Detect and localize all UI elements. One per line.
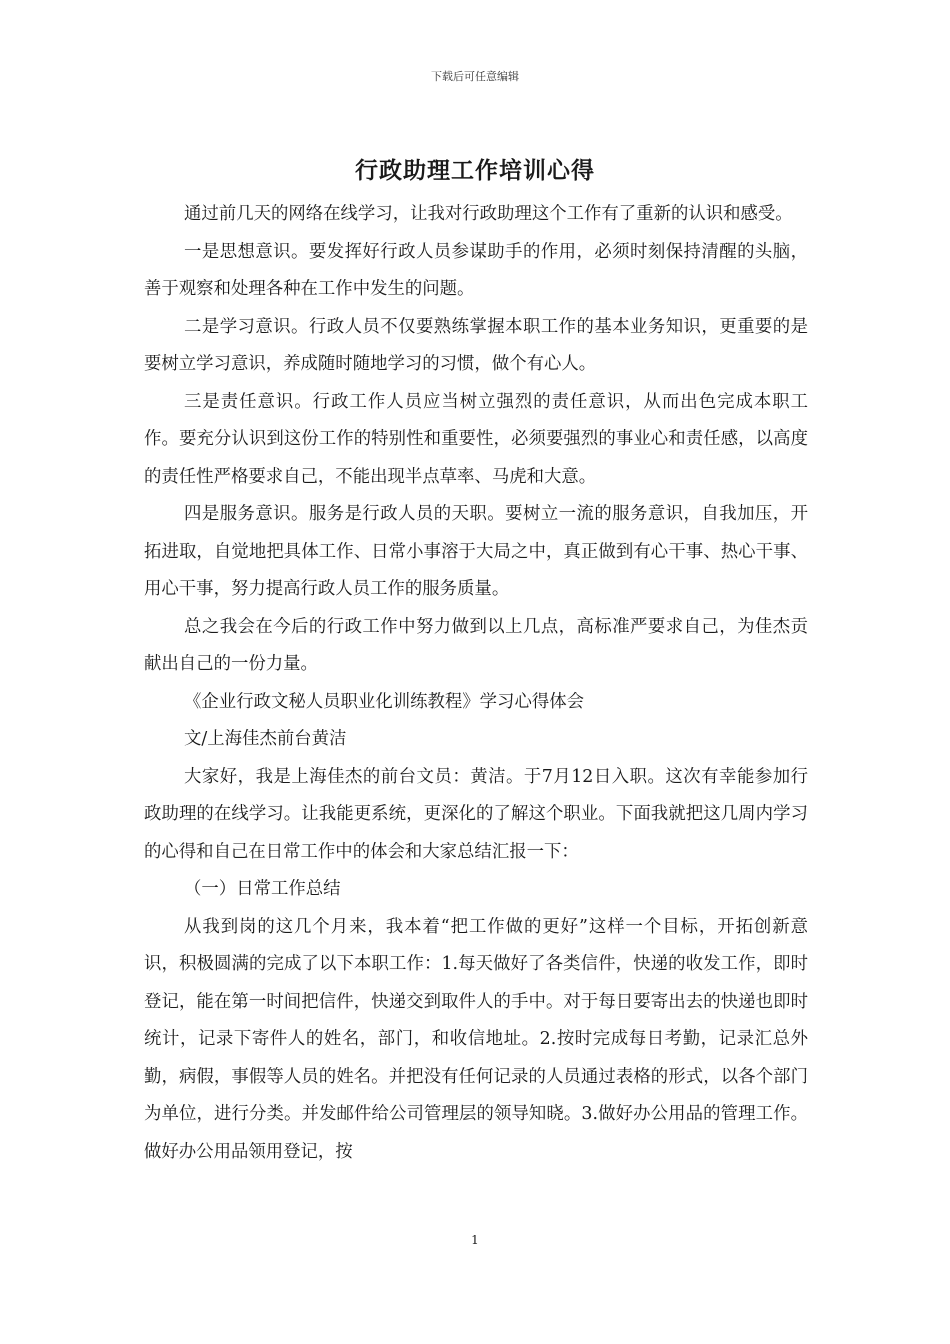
paragraph-summary: 总之我会在今后的行政工作中努力做到以上几点，高标准严要求自己，为佳杰贡献出自己的一份力量。 [144,616,808,674]
section-heading: 《企业行政文秘人员职业化训练教程》学习心得体会 [184,691,585,712]
paragraph-greeting: 大家好，我是上海佳杰的前台文员：黄洁。于7月12日入职。这次有幸能参加行政助理的在线学习。让我能更系统，更深化的了解这个职业。下面我就把这几周内学习的心得和自己在日常工作中的体会和大家总结汇报一下： [144,766,808,862]
paragraph-intro: 通过前几天的网络在线学习，让我对行政助理这个工作有了重新的认识和感受。 [184,204,793,224]
document-title: 行政助理工作培训心得 [355,158,595,184]
paragraph-learning: 二是学习意识。行政人员不仅要熟练掌握本职工作的基本业务知识，更重要的是要树立学习意识，养成随时随地学习的习惯，做个有心人。 [144,316,808,374]
paragraph-thinking: 一是思想意识。要发挥好行政人员参谋助手的作用，必须时刻保持清醒的头脑，善于观察和处理各种在工作中发生的问题。 [144,241,808,299]
page-number: 1 [471,1233,479,1247]
paragraph-service: 四是服务意识。服务是行政人员的天职。要树立一流的服务意识，自我加压，开拓进取，自觉地把具体工作、日常小事溶于大局之中，真正做到有心干事、热心干事、用心干事，努力提高行政人员工作的服务质量。 [144,504,808,599]
document-body [144,196,808,1171]
page-header-note: 下载后可任意编辑 [431,70,519,83]
paragraph-work-summary: 从我到岗的这几个月来，我本着“把工作做的更好”这样一个目标，开拓创新意识，积极圆满的完成了以下本职工作：1.每天做好了各类信件，快递的收发工作，即时登记，能在第一时间把信件，快递交到取件人的手中。对于每日要寄出去的快递也即时统计，记录下寄件人的姓名，部门，和收信地址。2.按时完成每日考勤，记录汇总外勤，病假，事假等人员的姓名。并把没有任何记录的人员通过表格的形式，以各个部门为单位，进行分类。并发邮件给公司管理层的领导知晓。3.做好办公用品的管理工作。做好办公用品领用登记，按 [144,916,808,1162]
subsection-heading: （一）日常工作总结 [184,879,341,899]
paragraph-responsibility: 三是责任意识。行政工作人员应当树立强烈的责任意识，从而出色完成本职工作。要充分认识到这份工作的特别性和重要性，必须要强烈的事业心和责任感，以高度的责任性严格要求自己，不能出现半点草率、马虎和大意。 [144,391,808,487]
author-line: 文/上海佳杰前台黄洁 [184,729,347,749]
